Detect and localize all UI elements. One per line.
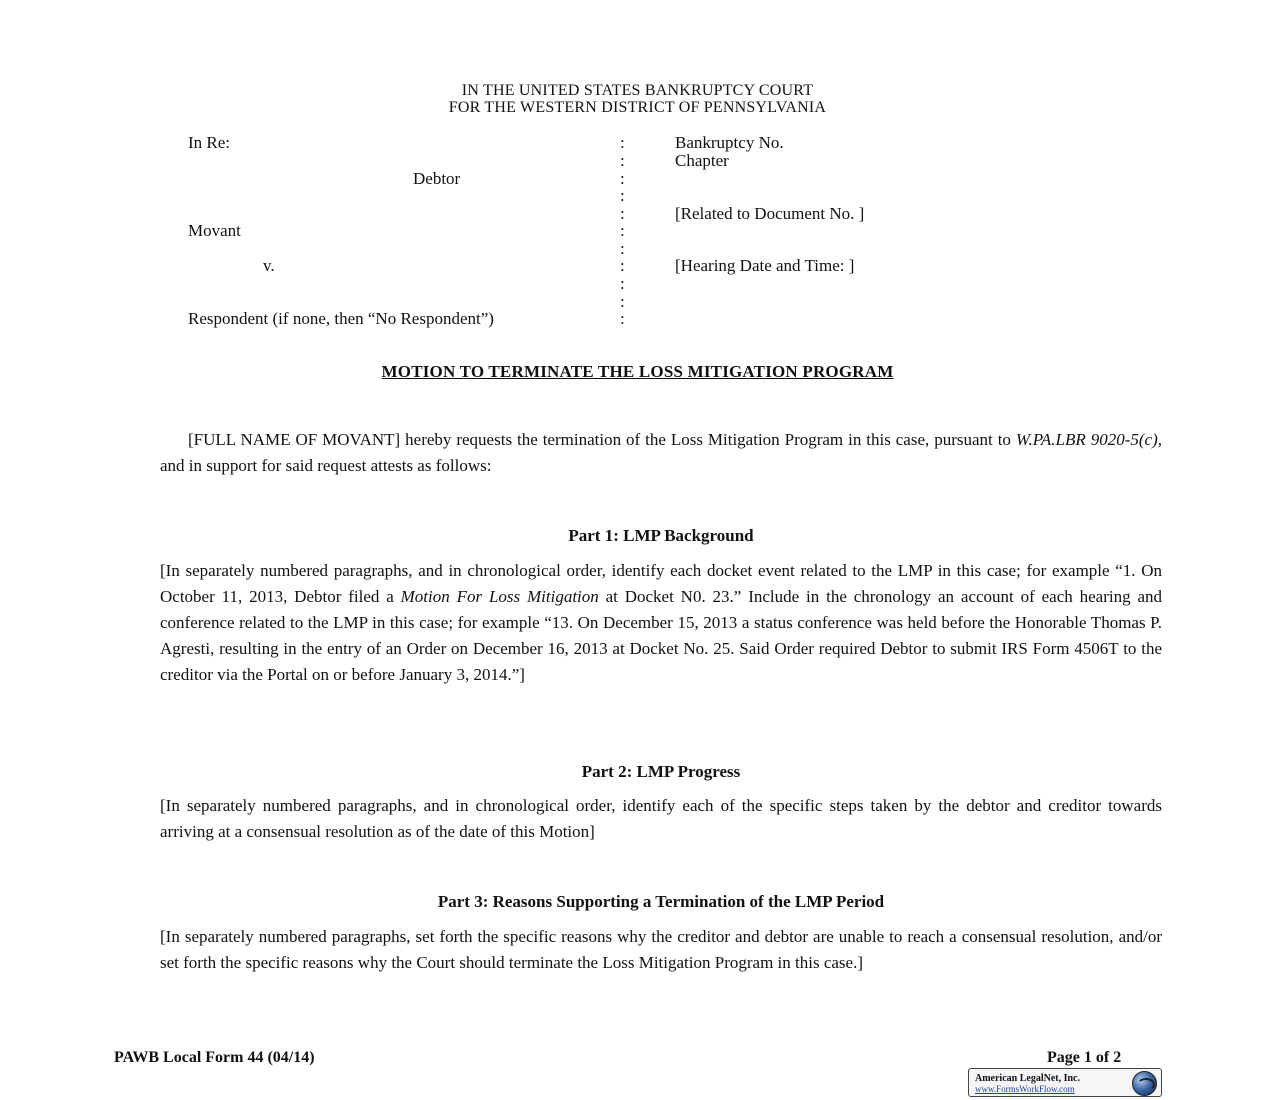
page-number: Page 1 of 2 [1047,1049,1122,1066]
caption-colon: : [620,151,625,170]
part1-heading: Part 1: LMP Background [568,526,754,545]
caption-respondent: Respondent (if none, then “No Respondent”) [188,309,494,328]
caption-colon: : [620,256,625,275]
caption-colon: : [620,239,625,258]
caption-related-document: [Related to Document No. ] [675,204,865,223]
legalnet-logo[interactable] [968,1068,1162,1097]
intro-rule-citation: W.PA.LBR 9020-5(c), [1015,430,1162,449]
intro-text: [FULL NAME OF MOVANT] hereby requests the termination of the Loss Mitigation Program in this case, pursuant to [188,430,1016,449]
part3-paragraph: [In separately numbered paragraphs, set forth the specific reasons why the creditor and debtor are unable to reach a consensual resolution, and/or set forth the specific reasons why the Court should terminate the Loss Mitigation Program in this case.] [160,927,1162,972]
intro-paragraph [160,427,1162,479]
form-identifier: PAWB Local Form 44 (04/14) [114,1049,315,1066]
caption-colon: : [620,274,625,293]
court-name: IN THE UNITED STATES BANKRUPTCY COURT [461,82,814,99]
motion-title: MOTION TO TERMINATE THE LOSS MITIGATION PROGRAM [381,362,894,381]
part1-text-end: at Docket N0. 23.” Include in the chronology an account of each hearing and conference related to the LMP in this case; for example “13. On December 15, 2013 a status conference was held before the Honorable Thomas P. Agresti, resulting in the entry of an Order on December 16, 2013 at Docket No. 25. Said Order required Debtor to submit IRS Form 4506T to the creditor via the Portal on or before January 3, 2014.”] [160,587,1162,684]
caption-colon: : [620,309,625,328]
caption-colon: : [620,133,625,152]
caption-colon: : [620,204,625,223]
caption-debtor: Debtor [413,169,461,188]
part3-heading: Part 3: Reasons Supporting a Termination of the LMP Period [437,892,885,911]
caption-colon: : [620,169,625,188]
part2-heading: Part 2: LMP Progress [581,762,741,781]
caption-movant: Movant [188,221,241,240]
globe-icon [1132,1071,1157,1096]
part1-paragraph [160,558,1162,688]
logo-url-link[interactable]: www.FormsWorkFlow.com [975,1084,1075,1094]
caption-colon: : [620,292,625,311]
caption-colon: : [620,186,625,205]
caption-hearing-date: [Hearing Date and Time: ] [675,256,855,275]
court-district: FOR THE WESTERN DISTRICT OF PENNSYLVANIA [448,99,827,116]
intro-text-end: and in support for said request attests as follows: [160,456,492,475]
caption-bankruptcy-no: Bankruptcy No. [675,133,784,152]
part2-paragraph: [In separately numbered paragraphs, and in chronological order, identify each of the specific steps taken by the debtor and creditor towards arriving at a consensual resolution as of the date of this Motion] [160,796,1162,841]
caption-versus: v. [263,256,275,275]
caption-in-re: In Re: [188,133,231,152]
caption-colon: : [620,221,625,240]
logo-company-name: American LegalNet, Inc. [975,1073,1080,1084]
caption-chapter: Chapter [675,151,729,170]
part1-text: [In separately numbered paragraphs, and in chronological order, identify each docket event related to the LMP in this case; for example “1. On October 11, 2013, Debtor filed a [160,561,1162,606]
part1-motion-name: Motion For Loss Mitigation [400,587,599,606]
